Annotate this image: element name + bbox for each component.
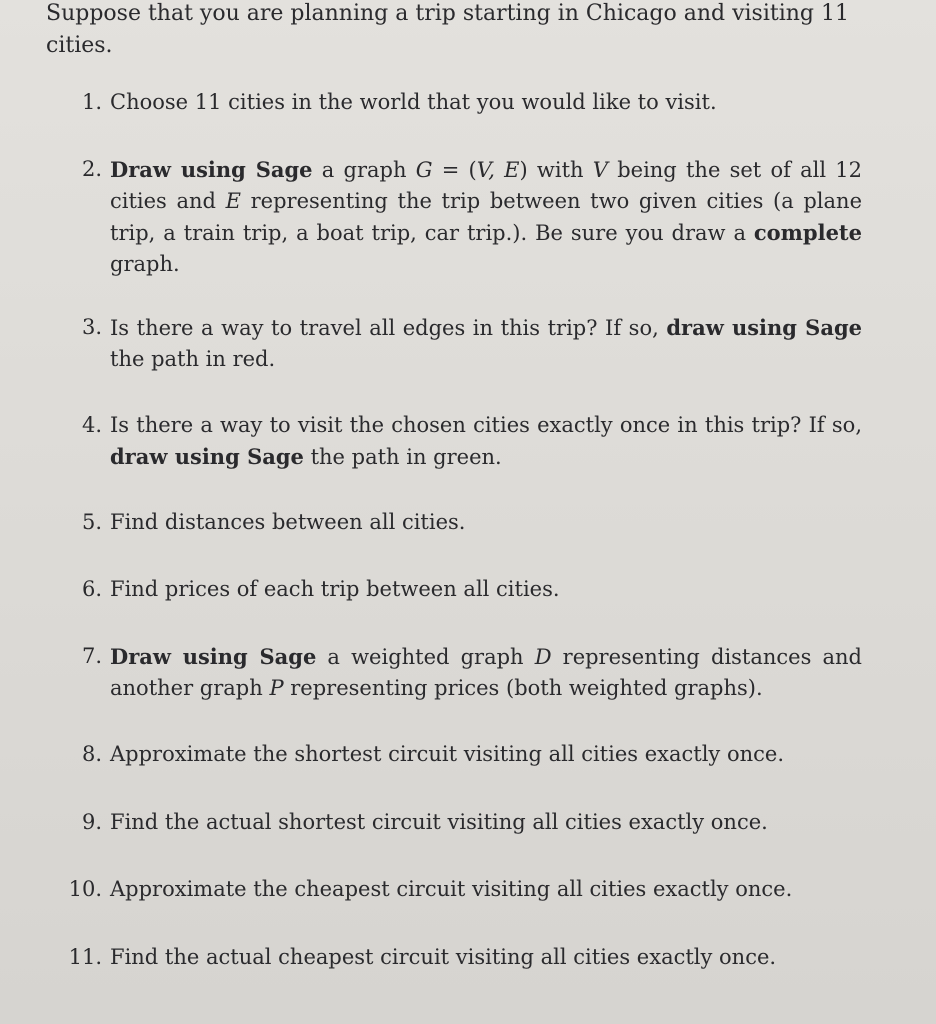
task-item [81,312,862,375]
task-item [81,410,862,473]
math-symbol: G [415,158,433,182]
text-run: representing the trip between two given cities (a plane trip, a train trip, a boat trip, car trip.). Be sure you draw a [110,189,862,245]
task-text [110,158,862,276]
task-text [110,577,560,601]
text-run: ) with [519,158,593,182]
task-number: 10. [68,877,102,901]
text-run: a graph [312,158,416,182]
text-run: Find the actual shortest circuit visiting all cities exactly once. [110,810,768,834]
text-run: the path in green. [303,445,502,469]
task-number: 7. [81,644,102,668]
task-number: 6. [81,577,102,601]
text-run: being the set of all 12 cities and [110,158,863,213]
text-run: a weighted graph [316,645,535,669]
task-item [81,739,862,770]
task-text [110,877,792,901]
bold-phrase: draw using Sage [666,315,862,340]
task-item [81,507,862,538]
bold-phrase: Draw using Sage [110,644,317,669]
text-run: Find the actual cheapest circuit visiting all cities exactly once. [110,945,777,969]
task-item [81,641,862,704]
task-number: 2. [81,157,102,181]
text-run: Is there a way to travel all edges in this trip? If so, [110,316,667,340]
task-text [110,945,776,969]
task-number: 11. [68,945,102,969]
task-item [68,874,862,905]
text-run: Approximate the cheapest circuit visiting all cities exactly once. [110,877,793,901]
math-symbol: D [534,645,552,669]
intro-paragraph: Suppose that you are planning a trip starting in Chicago and visiting 11 cities. [46,1,849,58]
math-symbol: V [592,158,608,182]
text-run: the path in red. [110,347,276,371]
text-run: representing distances and another graph [110,645,862,700]
task-text [110,316,862,371]
bold-phrase: Draw using Sage [110,157,313,182]
task-text [110,413,862,469]
task-item [81,807,862,838]
math-symbol: P [269,676,284,700]
text-run: graph. [110,252,180,276]
task-text [110,90,717,114]
text-run: = ( [432,158,477,182]
bold-phrase: complete [753,220,862,245]
math-symbol: V, E [476,158,520,182]
task-item [81,154,863,280]
task-item [81,87,862,118]
text-run: Choose 11 cities in the world that you would like to visit. [110,90,717,114]
task-text [110,810,768,834]
task-text [110,510,465,534]
task-number: 8. [81,742,102,766]
text-run: Is there a way to visit the chosen cities exactly once in this trip? If so, [110,413,862,437]
task-number: 3. [81,315,102,339]
task-item [68,942,862,973]
math-symbol: E [225,189,241,213]
task-text [110,742,784,766]
text-run: representing prices (both weighted graphs). [283,676,763,700]
text-run: Find prices of each trip between all cities. [110,577,560,601]
text-run: Approximate the shortest circuit visiting all cities exactly once. [110,742,784,766]
bold-phrase: draw using Sage [110,444,304,469]
task-number: 5. [81,510,102,534]
task-number: 4. [81,413,102,437]
task-text [110,645,862,700]
task-number: 1. [81,90,102,114]
task-number: 9. [81,810,102,834]
text-run: Find distances between all cities. [110,510,466,534]
task-item [81,574,862,605]
